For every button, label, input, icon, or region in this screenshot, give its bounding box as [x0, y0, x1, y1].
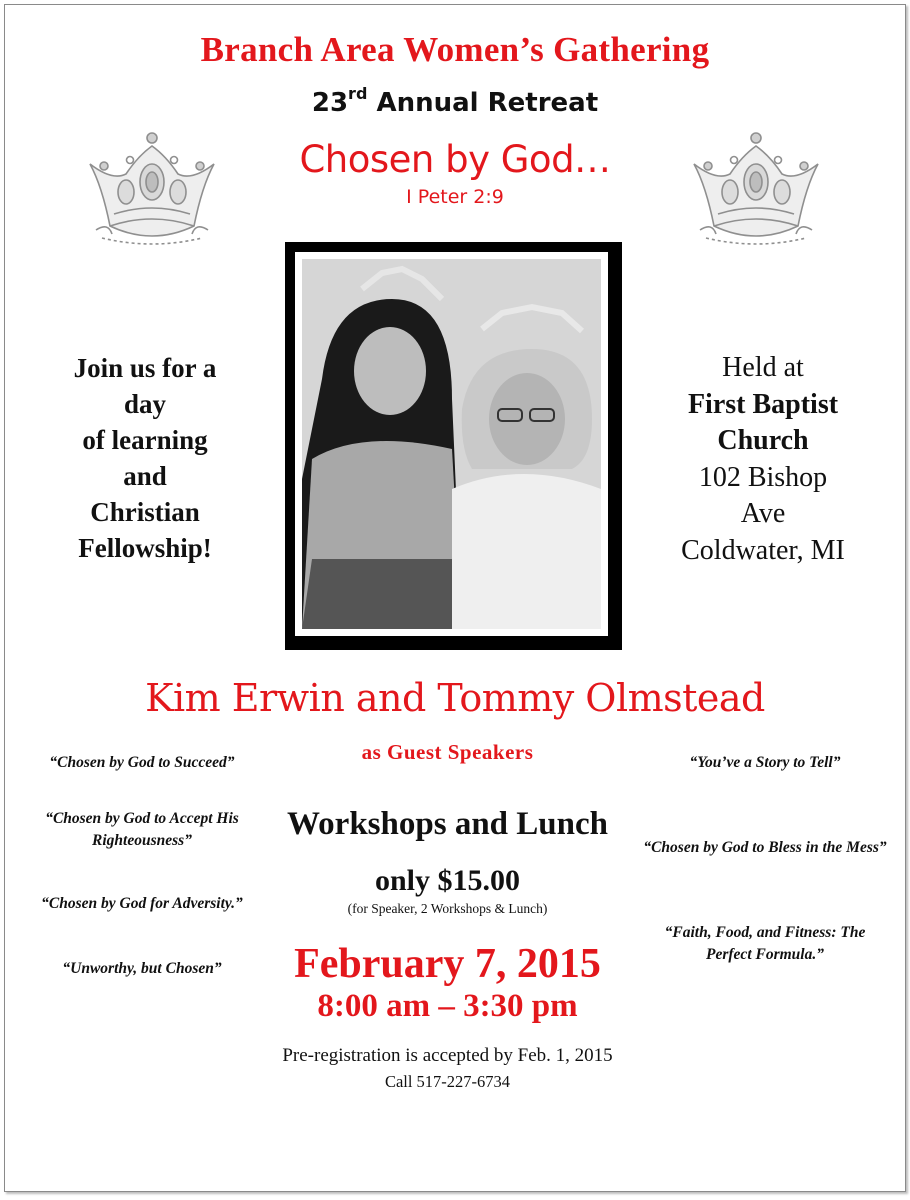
price: only $15.00: [374, 864, 521, 897]
retreat-label: Annual Retreat: [376, 88, 599, 118]
theme-title: Chosen by God…: [299, 138, 611, 181]
address-line1: 102 Bishop: [698, 461, 828, 493]
speaker-role: as Guest Speakers: [361, 740, 534, 764]
speakers-photo: [302, 259, 601, 629]
speaker-names: Kim Erwin and Tommy Olmstead: [145, 676, 765, 720]
organization-title: Branch Area Women’s Gathering: [200, 30, 710, 69]
venue-name-line1: First Baptist: [687, 388, 839, 420]
workshop-title: “Unworthy, but Chosen”: [62, 960, 222, 977]
address-line2: Ave: [740, 498, 786, 529]
workshop-title: “Chosen by God for Adversity.”: [41, 895, 243, 912]
workshop-title: “You’ve a Story to Tell”: [689, 754, 841, 771]
held-at-label: Held at: [722, 352, 804, 383]
invitation-line: day: [123, 389, 167, 419]
retreat-ordinal-suffix: rd: [348, 84, 368, 103]
photo-mat: [295, 252, 608, 636]
invitation-line: and: [123, 461, 167, 491]
contact-phone: Call 517-227-6734: [384, 1072, 511, 1091]
tiara-icon: [686, 126, 826, 246]
scripture-reference: I Peter 2:9: [406, 186, 504, 208]
event-date: February 7, 2015: [294, 941, 601, 987]
retreat-number: 23: [311, 88, 349, 118]
invitation-line: Fellowship!: [78, 533, 212, 563]
event-time: 8:00 am – 3:30 pm: [317, 988, 578, 1024]
price-note: (for Speaker, 2 Workshops & Lunch): [347, 901, 548, 916]
workshop-title: “Chosen by God to Accept His Righteousness”: [45, 810, 239, 849]
workshop-title: “Chosen by God to Bless in the Mess”: [643, 839, 887, 856]
venue-info: [658, 350, 868, 569]
offer-title: Workshops and Lunch: [287, 806, 608, 842]
retreat-heading: [0, 84, 910, 118]
invitation-line: Join us for a: [73, 353, 217, 383]
tiara-icon: [82, 126, 222, 246]
venue-name-line2: Church: [717, 425, 809, 456]
invitation-line: of learning: [82, 425, 208, 455]
workshop-title: “Chosen by God to Succeed”: [49, 754, 235, 771]
workshop-title: “Faith, Food, and Fitness: The Perfect Formula.”: [664, 924, 866, 963]
address-city: Coldwater, MI: [681, 534, 845, 566]
invitation-line: Christian: [90, 497, 200, 527]
invitation-text: [30, 350, 260, 566]
preregistration-note: Pre-registration is accepted by Feb. 1, 2015: [282, 1045, 613, 1066]
speakers-photo-frame: [285, 242, 622, 650]
speakers-photo-illustration: [302, 259, 601, 629]
